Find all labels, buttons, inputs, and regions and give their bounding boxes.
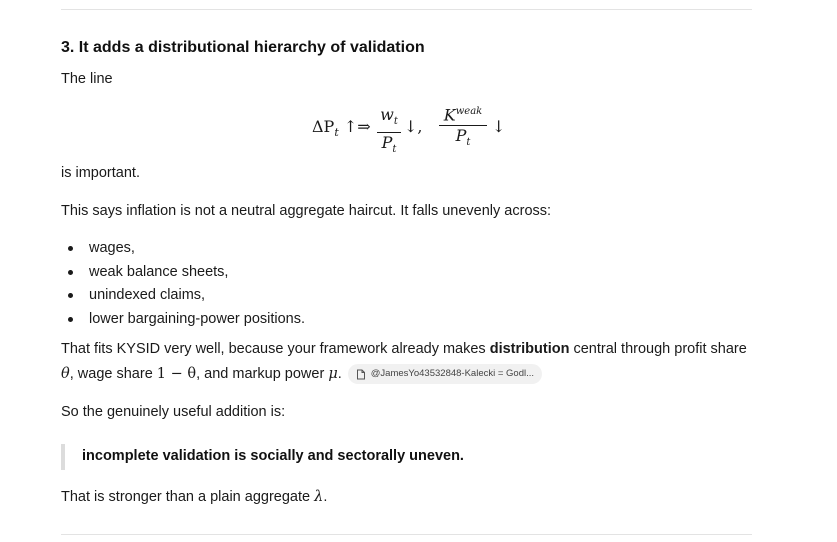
blockquote: incomplete validation is socially and sectorally uneven. xyxy=(61,444,682,470)
fraction-weak-capital-price: $K^{weak}$ $P_t$ xyxy=(439,103,487,153)
down-arrow: ↓ xyxy=(492,117,506,136)
fraction-wage-price: $w_t$ $P_t$ xyxy=(377,106,401,159)
after-equation-text: is important. xyxy=(61,165,140,181)
section-heading: 3. It adds a distributional hierarchy of validation xyxy=(61,39,425,56)
list-item: lower bargaining-power positions. xyxy=(61,309,305,333)
equation-lhs: $\Delta P_t$ ↑⇒ xyxy=(312,117,371,140)
list-item: unindexed claims, xyxy=(61,285,305,309)
fits-paragraph-line2: θ, wage share 1 − θ, and markup power μ. @JamesYo43532848-Kalecki = Godl... xyxy=(61,363,761,385)
mu-symbol: μ xyxy=(328,366,338,382)
addition-intro-text: So the genuinely useful addition is: xyxy=(61,404,286,420)
fits-paragraph: That fits KYSID very well, because your framework already makes distribution central through profit share xyxy=(61,341,747,357)
source-chip-label: @JamesYo43532848-Kalecki = Godl... xyxy=(370,368,535,380)
lambda-symbol: λ xyxy=(314,489,324,505)
theta-symbol: θ xyxy=(61,366,70,382)
closing-text: That is stronger than a plain aggregate λ. xyxy=(61,489,328,505)
list-item: weak balance sheets, xyxy=(61,262,305,286)
bullet-list xyxy=(61,238,305,333)
source-citation-chip[interactable] xyxy=(348,364,542,384)
document-icon xyxy=(356,369,366,380)
intro-text: The line xyxy=(61,71,113,87)
bold-distribution: distribution xyxy=(489,341,570,357)
wage-share-expr: 1 − θ xyxy=(156,366,197,382)
statement-text: This says inflation is not a neutral aggregate haircut. It falls unevenly across: xyxy=(61,203,552,219)
bottom-divider xyxy=(61,534,752,535)
down-arrow-comma: ↓, xyxy=(404,117,423,136)
top-divider xyxy=(61,9,752,10)
list-item: wages, xyxy=(61,238,305,262)
display-equation xyxy=(312,103,522,156)
